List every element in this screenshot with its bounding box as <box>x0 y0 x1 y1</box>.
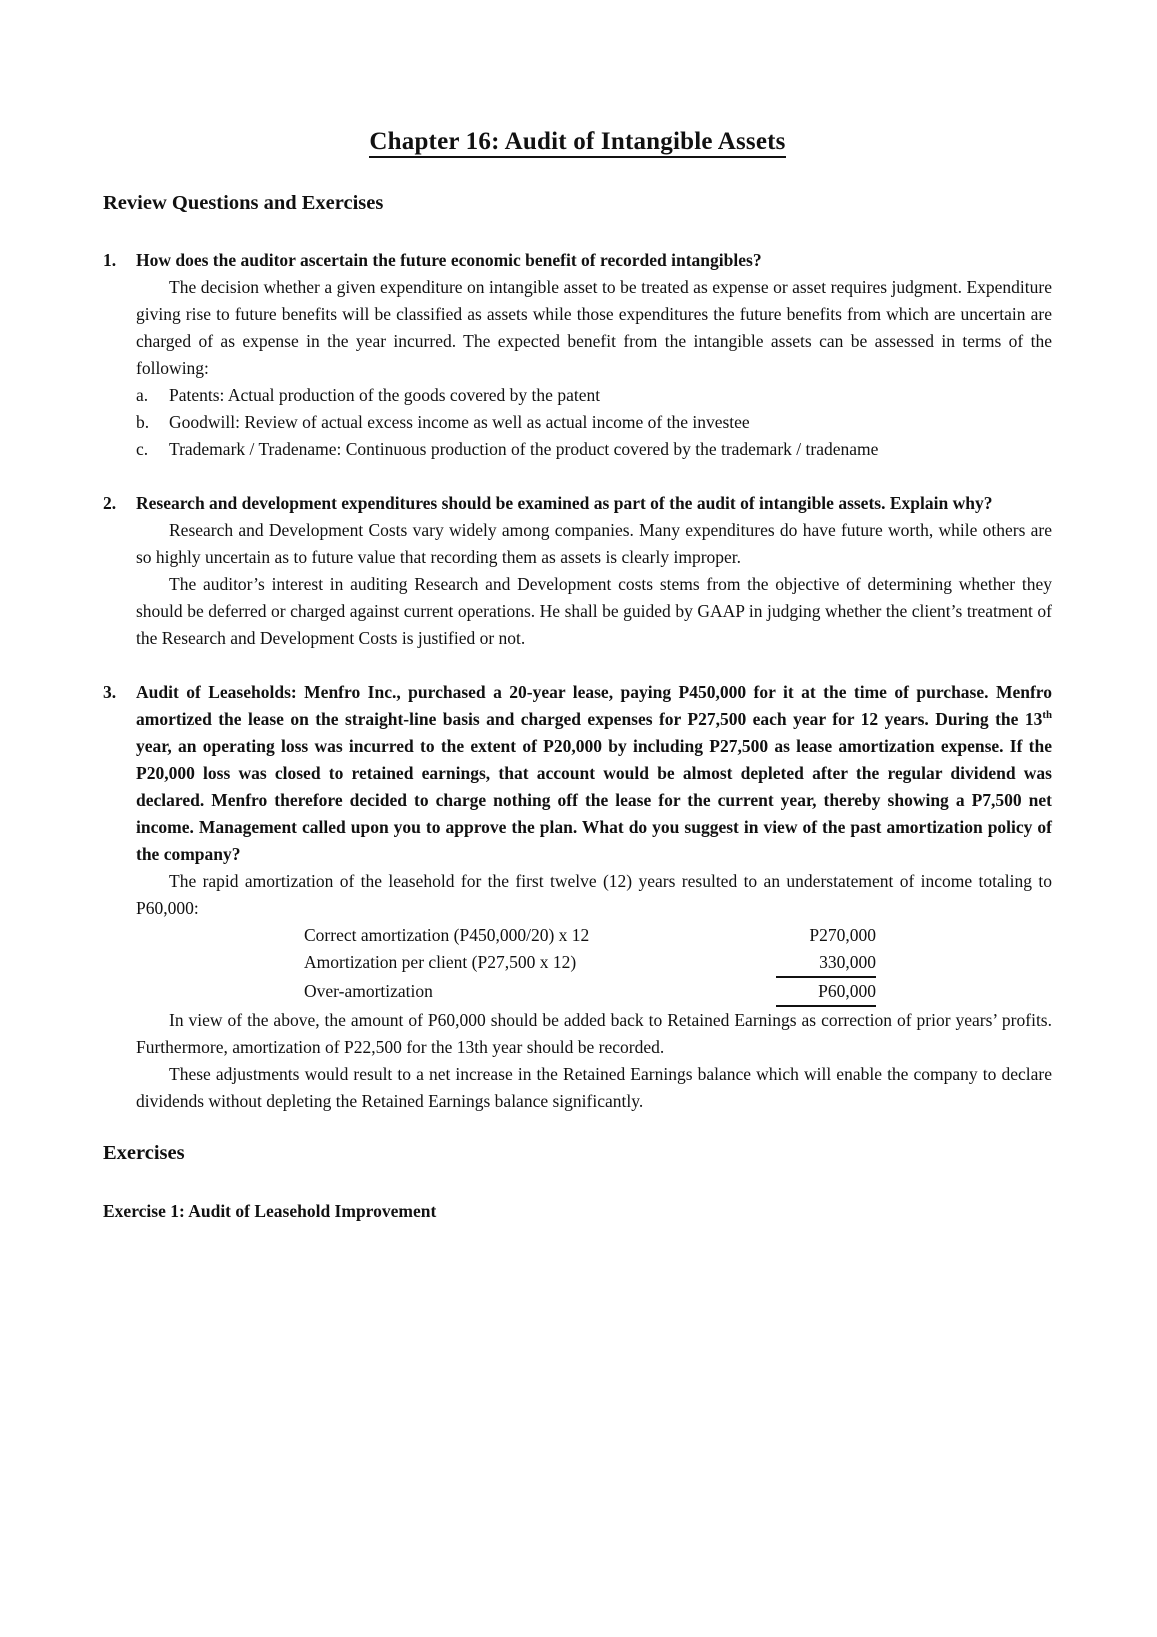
section-heading-review: Review Questions and Exercises <box>103 192 384 214</box>
sub-list-item <box>136 382 1052 409</box>
computation-label: Correct amortization (P450,000/20) x 12 <box>304 925 590 945</box>
sub-item-marker: c. <box>136 439 149 459</box>
question-number: 1. <box>103 250 117 270</box>
question-text-superscript: th <box>1042 709 1052 722</box>
question-body <box>136 490 1052 652</box>
title-container <box>103 128 1052 156</box>
question-text <box>136 247 1052 274</box>
computation-row <box>304 978 1052 1007</box>
exercises-heading: Exercises <box>103 1142 185 1164</box>
computation-amount: P270,000 <box>809 925 876 945</box>
answer-paragraph: The auditor’s interest in auditing Research and Development costs stems from the objective of determining whether they should be deferred or charged against current operations. He shall be guided by GAAP in judging whether the client’s treatment of the Research and Development Costs is justified or not. <box>136 574 1052 648</box>
sub-item-marker: a. <box>136 385 149 405</box>
answer-paragraph: The rapid amortization of the leasehold for the first twelve (12) years resulted to an understatement of income totaling to P60,000: <box>136 871 1052 918</box>
question-body <box>136 679 1052 1115</box>
computation-amount: P60,000 <box>776 978 876 1007</box>
question-number: 3. <box>103 682 117 702</box>
question-text <box>136 490 1052 517</box>
answer-paragraph: These adjustments would result to a net increase in the Retained Earnings balance which will enable the company to declare dividends without depleting the Retained Earnings balance significantly. <box>136 1064 1052 1111</box>
computation-amount: 330,000 <box>776 949 876 978</box>
question-text-run: Audit of Leaseholds: Menfro Inc., purchased a 20-year lease, paying P450,000 for it at the time of purchase. Menfro amortized the lease on the straight-line basis and charged expenses for P27,500 each year for 12 years. During the 13 <box>136 682 1052 729</box>
sub-item-text: Goodwill: Review of actual excess income as well as actual income of the investee <box>169 412 750 432</box>
computation-label: Over-amortization <box>304 981 433 1001</box>
question-item <box>103 490 1052 652</box>
sub-list-item <box>136 436 1052 463</box>
answer-paragraph: In view of the above, the amount of P60,000 should be added back to Retained Earnings as correction of prior years’ profits. Furthermore, amortization of P22,500 for the 13th year should be recorded. <box>136 1010 1052 1057</box>
answer-paragraph: Research and Development Costs vary widely among companies. Many expenditures do have future worth, while others are so highly uncertain as to future value that recording them as assets is clearly improper. <box>136 520 1052 567</box>
answer-sub-list <box>136 382 1052 463</box>
sub-item-text: Trademark / Tradename: Continuous production of the product covered by the trademark / tradename <box>169 439 879 459</box>
question-body <box>136 247 1052 463</box>
sub-list-item <box>136 409 1052 436</box>
answer-paragraph: The decision whether a given expenditure on intangible asset to be treated as expense or asset requires judgment. Expenditure giving rise to future benefits will be classified as assets while those expenditures the future benefits from which are uncertain are charged of as expense in the year incurred. The expected benefit from the intangible assets can be assessed in terms of the following: <box>136 277 1052 378</box>
question-text-run: How does the auditor ascertain the future economic benefit of recorded intangibles? <box>136 250 762 270</box>
computation-row <box>304 922 1052 949</box>
exercise-1-heading: Exercise 1: Audit of Leasehold Improvement <box>103 1201 437 1221</box>
questions-list <box>103 247 1052 1115</box>
question-text-run: year, an operating loss was incurred to the extent of P20,000 by including P27,500 as lease amortization expense. If the P20,000 loss was closed to retained earnings, that account would be almost depleted after the regular dividend was declared. Menfro therefore decided to charge nothing off the lease for the current year, thereby showing a P7,500 net income. Management called upon you to approve the plan. What do you suggest in view of the past amortization policy of the company? <box>136 736 1052 864</box>
question-item <box>103 679 1052 1115</box>
computation-block <box>304 922 1052 1007</box>
question-text-run: Research and development expenditures should be examined as part of the audit of intangible assets. Explain why? <box>136 493 993 513</box>
question-item <box>103 247 1052 463</box>
page-title: Chapter 16: Audit of Intangible Assets <box>369 128 785 158</box>
question-text <box>136 679 1052 868</box>
question-number: 2. <box>103 493 117 513</box>
sub-item-text: Patents: Actual production of the goods covered by the patent <box>169 385 601 405</box>
computation-row <box>304 949 1052 978</box>
sub-item-marker: b. <box>136 412 150 432</box>
computation-label: Amortization per client (P27,500 x 12) <box>304 952 577 972</box>
